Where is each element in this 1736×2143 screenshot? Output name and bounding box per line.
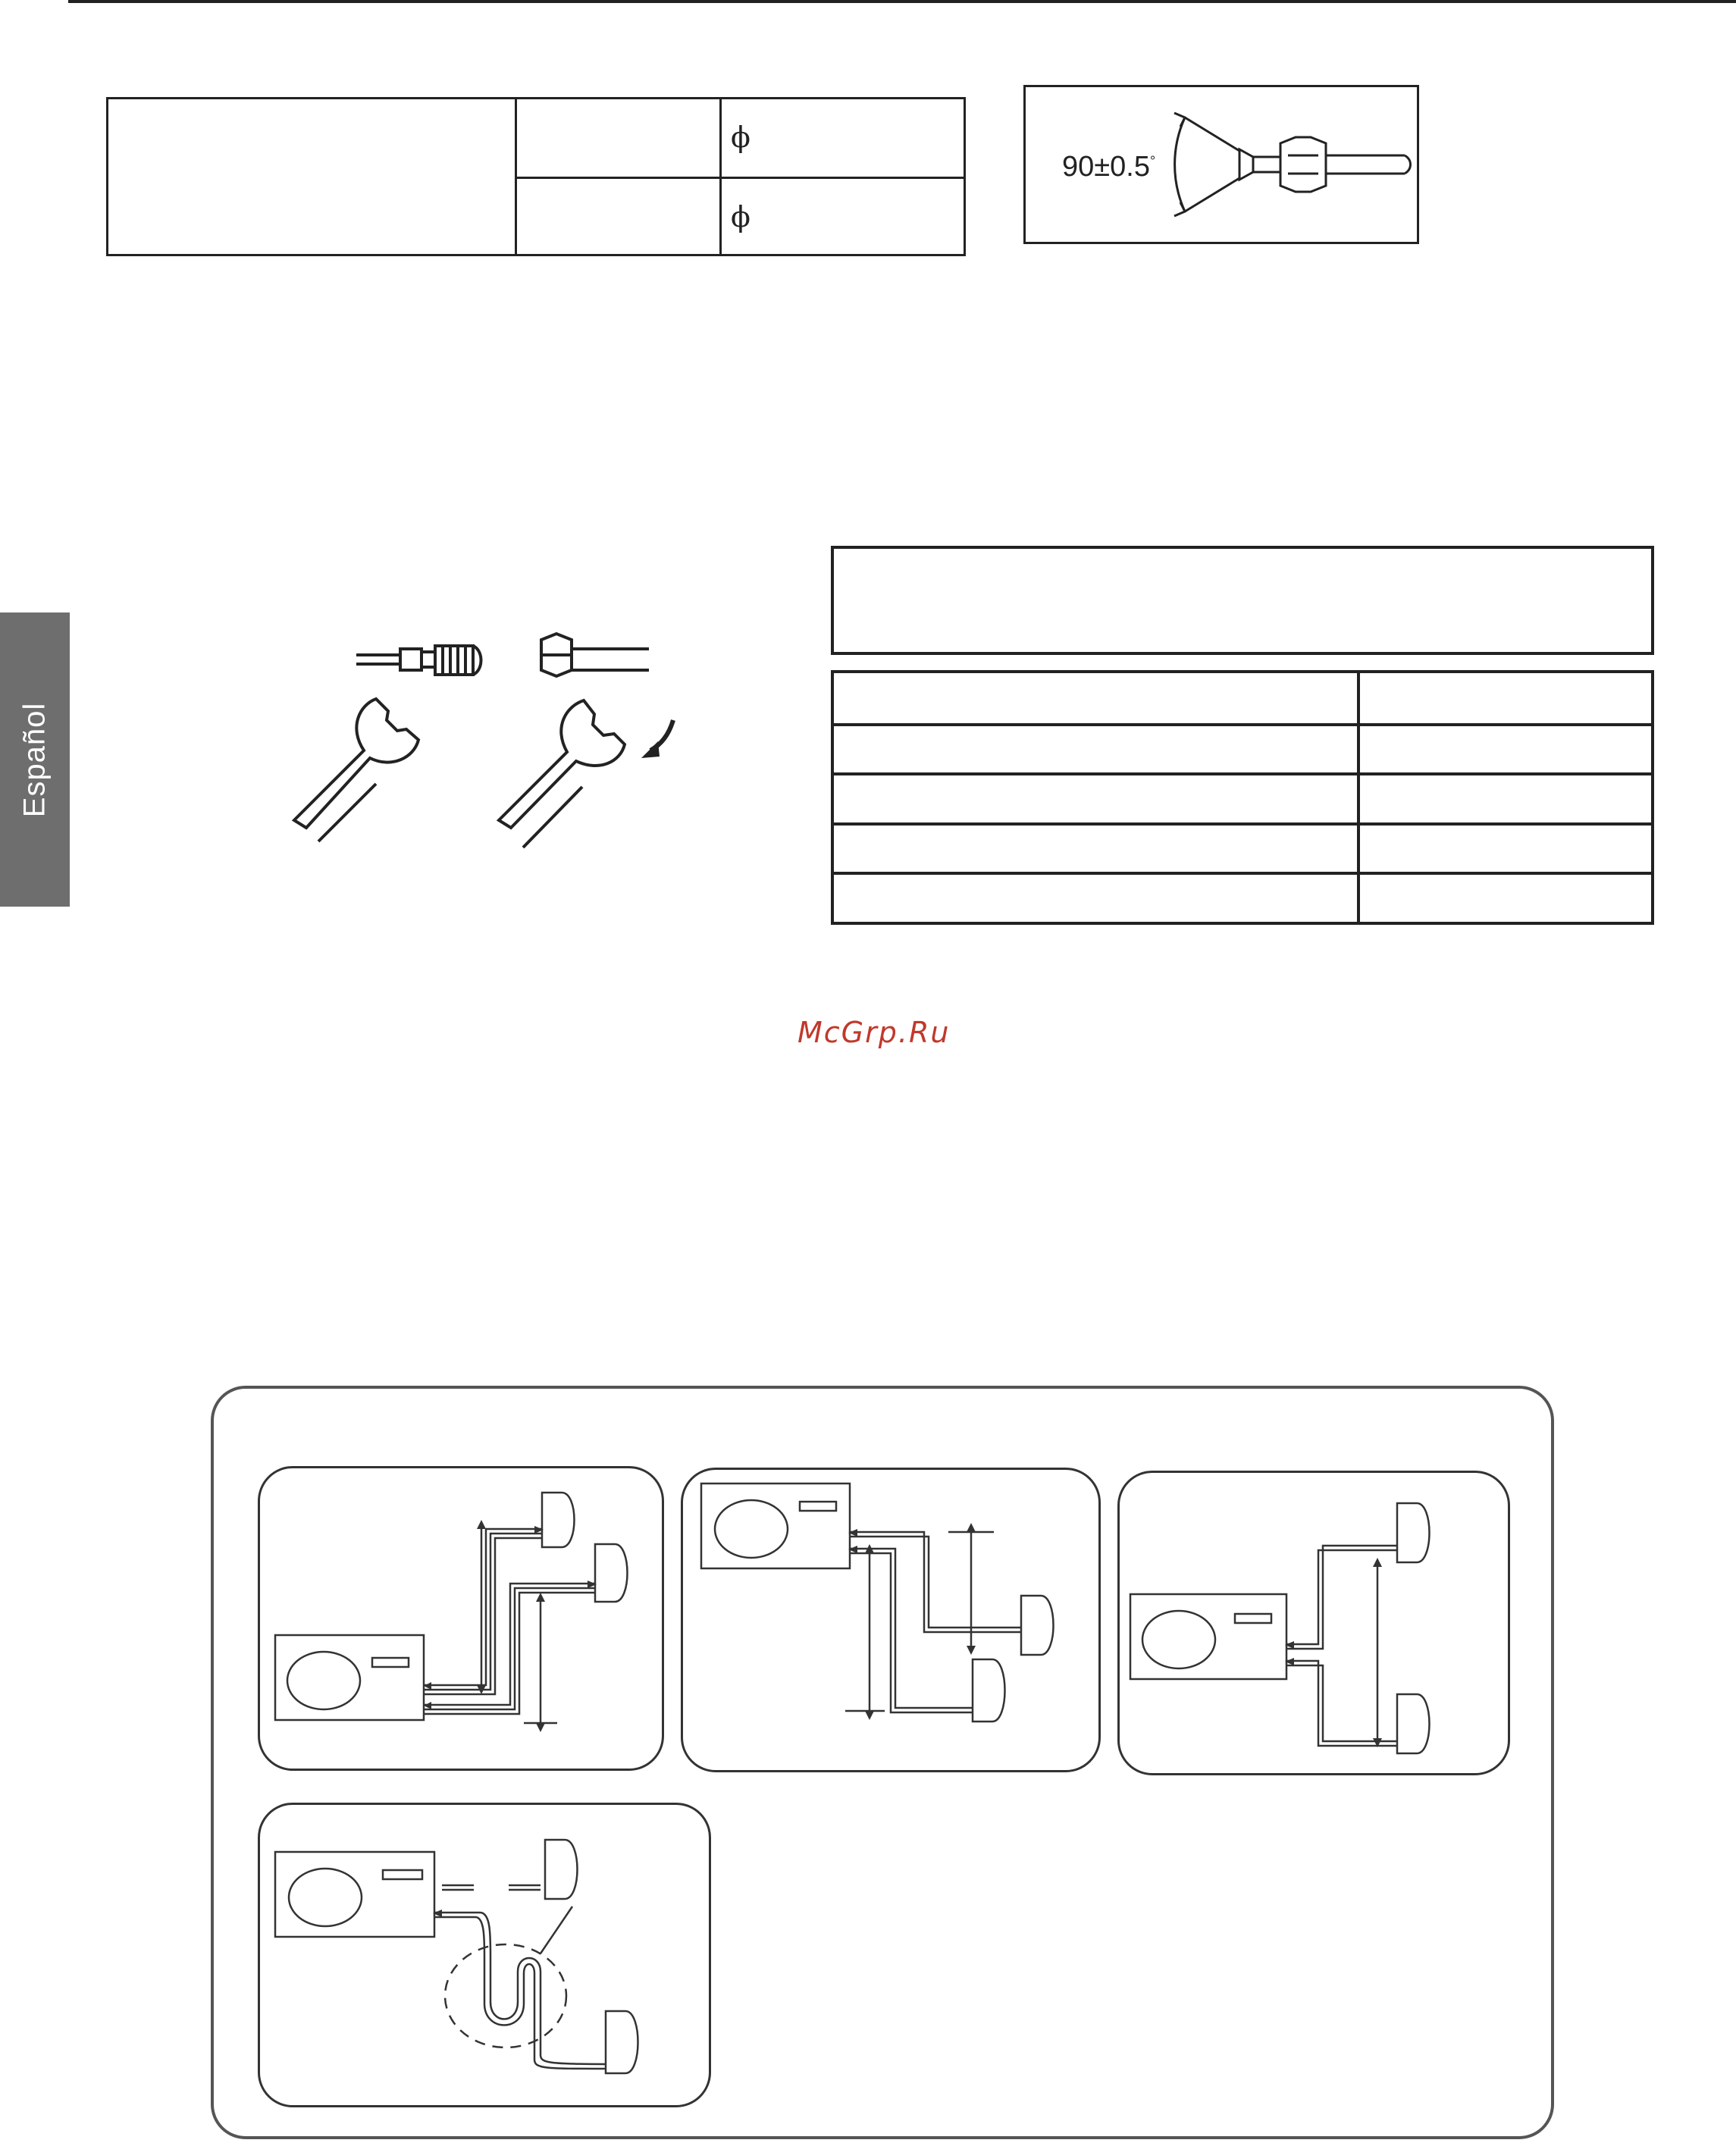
indoor-below-outdoor-diagram (683, 1470, 1098, 1770)
diagram-panel-4 (258, 1803, 711, 2107)
indoor-above-outdoor-diagram (260, 1468, 662, 1769)
watermark-text: McGrp.Ru (797, 1016, 951, 1049)
table-cell (834, 872, 1357, 922)
language-tab-label: Español (17, 702, 52, 817)
top-rule (68, 0, 1736, 3)
table-cell (515, 177, 719, 254)
table-cell (515, 99, 719, 177)
flare-angle-label: 90±0.5° (1062, 151, 1156, 183)
table-cell (1357, 723, 1651, 773)
oil-trap-diagram (260, 1805, 709, 2105)
table-cell (1357, 872, 1651, 922)
torque-header-box (831, 546, 1654, 655)
indoor-above-and-below-diagram (1120, 1473, 1508, 1773)
flare-nut-drawing (1026, 87, 1417, 242)
table-cell (108, 99, 515, 254)
language-tab[interactable] (0, 613, 70, 907)
table-cell (834, 723, 1357, 773)
diameter-symbol: ϕ (731, 121, 750, 154)
table-cell (834, 822, 1357, 873)
table-cell (1357, 822, 1651, 873)
table-cell (719, 177, 964, 254)
table-cell (834, 772, 1357, 822)
diagram-panel-2 (681, 1468, 1101, 1772)
diagram-panel-1 (258, 1466, 664, 1771)
wrench-tightening-illustration (273, 622, 743, 864)
table-cell (834, 673, 1357, 723)
flare-dimension-table (106, 97, 966, 256)
diagram-panel-3 (1117, 1471, 1510, 1775)
torque-table (831, 670, 1654, 925)
table-cell (719, 99, 964, 177)
diameter-symbol: ϕ (731, 200, 750, 233)
flare-angle-figure (1023, 85, 1419, 244)
table-cell (1357, 673, 1651, 723)
table-cell (1357, 772, 1651, 822)
